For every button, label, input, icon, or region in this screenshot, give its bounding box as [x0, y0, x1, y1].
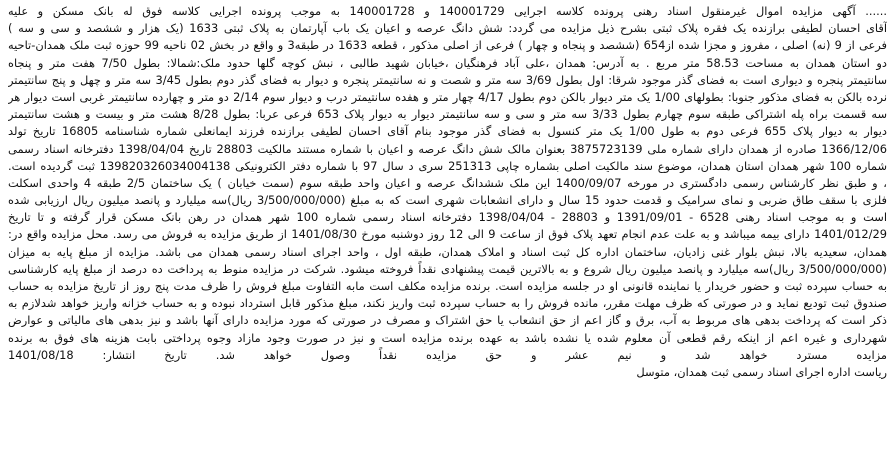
notice-line: سه قسمت براه پله اشتراکی طبقه سوم چهارم بطول 3/33 سه متر و سی و سه سانتیمتر دیوار به دیوار پلاک 653 فرعی عربا: بطول 8/28 هشت متر و بیست و هشت سانتیمتر: [8, 107, 887, 122]
notice-line: است و به موجب اسناد رهنی 6528 - 1391/09/01 و 28803 - 1398/04/04 دفترخانه اسناد رسمی شماره 100 شهر همدان در رهن بانک مسکن قرار گرفته و تا تاریخ: [8, 210, 887, 225]
notice-line: شهرداری و غیره اعم از اینکه رقم قطعی آن معلوم شده یا نشده باشد به عهده برنده مزایده است و نیز در صورت وجود مازاد وجوه پرداختی بابت هزینه های فوق به برنده: [8, 330, 887, 345]
notice-line: فرعی از 9 (نه) اصلی ، مفروز و مجزا شده از654 (ششصد و پنجاه و چهار ) فرعی از اصلی مذکور ، قطعه 1633 در طبقه3 و واقع در بخش 02 ناحیه 99 حوزه ثبت ملک همدان-تاحیه: [8, 38, 887, 53]
notice-line: نرده بالکن به فضای مذکور جنوبا: بطولهای 1/00 یک متر دیوار بالکن دوم بطول 4/17 چهار متر و هفده سانتیمتر درب و دیوار سوم 2/14 دو متر و چهارده سانتیمتر غربی است دیوار هر: [8, 89, 887, 104]
notice-line: فلزی با سقف طاق ضربی و نمای سرامیک و قدمت حدود 15 سال و دارای انشعابات شهری است که به مبلغ (3/500/000/000 ریال)سه میلیارد و پانصد میلیون ریال ارزیابی شده: [8, 193, 887, 208]
notice-line: سانتیمتر پنجره و دیواری است به فضای گذر موجود شرقا: اول بطول 3/69 سه متر و شصت و نه سانتیمتر پنجره و دیوار به فضای گذر دوم بطول 3/45 سه متر و چهل و پنج سانتیمتر: [8, 72, 887, 87]
notice-line: مزایده مسترد خواهد شد و نیم عشر و حق مزایده نقداً وصول خواهد شد. تاریخ انتشار: 1401/08/18: [8, 347, 887, 362]
notice-line: دیوار به دیوار پلاک 655 فرعی دوم به طول 1/00 یک متر کنسول به فضای گذر موجود بنام آقای احسان لطیفی برازنده فرزند ایمانعلی شماره شناسنامه 16805 تاریخ تولد: [8, 124, 887, 139]
notice-line: به حساب سپرده ثبت و حضور خریدار یا نماینده قانونی او در جلسه مزایده است. برنده مزایده مکلف است مابه التفاوت مبلغ فروش را ظرف مدت پنج روز از تاریخ مزایده به حساب: [8, 279, 887, 293]
notice-line: 1366/12/06 صادره از همدان دارای شماره ملی 3875723139 بعنوان مالک شش دانگ عرصه و اعیان با شماره مستند مالکیت 28803 تاریخ 1398/04/04 دفترخانه اسناد رسمی: [8, 141, 887, 156]
notice-line: دو استان همدان به مساحت 58.53 متر مربع . به آدرس: همدان ،علی آباد فرهنگیان ،خیابان شهید طالبی ، نبش کوچه گلها حدود ملک:شمالا: بطول 7/50 هفت متر و پنجاه: [8, 55, 887, 70]
notice-line: (3/500/000/000 ریال)سه میلیارد و پانصد میلیون ریال شروع و به بالاترین قیمت پیشنهادی نقداً فروخته میشود. شرکت در مزایده منوط به پرداخت ده درصد از مبلغ پایه کارشناسی: [8, 261, 887, 276]
notice-line: ، و طبق نظر کارشناس رسمی دادگستری در مورخه 1400/09/07 این ملک ششدانگ عرصه و اعیان واحد طبقه سوم (سمت خیابان ) یک ساختمان 2/5 طبقه 4 واحدی اسکلت: [8, 175, 887, 190]
notice-line: آقای احسان لطیفی برازنده یک فقره پلاک ثبتی بشرح ذیل مزایده می گردد: شش دانگ عرصه و اعیان یک باب آپارتمان به پلاک ثبتی 1633 (یک هزار و ششصد و سی و سه ): [8, 21, 887, 36]
notice-line: ذکر است که پرداخت بدهی های مربوط به آب، برق و گاز اعم از حق انشعاب یا حق اشتراک و مصرف در صورتی که مورد مزایده دارای آنها باشد و نیز بدهی های مالیاتی و عوارض: [8, 313, 887, 328]
notice-line: ...... آگهی مزایده اموال غیرمنقول اسناد رهنی پرونده کلاسه اجرایی 140001729 و 140001728 به موجب پرونده اجرایی کلاسه فوق له بانک مسکن و علیه: [8, 4, 887, 18]
notice-line: صندوق ثبت تودیع نماید و در صورتی که ظرف مهلت مقرر، مانده فروش را به حساب سپرده ثبت واریز نکند، مبلغ مذکور قابل استرداد نبوده و به حساب خزانه واریز خواهد شدلازم به: [8, 296, 887, 311]
notice-line: شماره 100 شهر همدان استان همدان، موضوع سند مالکیت اصلی بشماره چاپی 251313 سری د سال 97 با شماره دفتر الکترونیکی 139820326034004138 ثبت گردیده است.: [8, 158, 887, 173]
notice-line: همدان، سعیدیه بالا، نبش بلوار غنی زادیان، ساختمان اداره کل ثبت اسناد و املاک همدان، طبقه اول ، واحد اجرای اسناد رسمی همدان می باشد. مزایده از مبلغ پایه به میزان: [8, 244, 887, 259]
signature-line: ریاست اداره اجرای اسناد رسمی ثبت همدان، متوسل: [636, 364, 887, 379]
auction-notice-text: [8, 3, 887, 381]
notice-line: 1401/012/29 دارای بیمه میباشد و به علت عدم انجام تعهد پلاک فوق از ساعت 9 الی 12 روز دوشنبه مورخ 1401/08/30 از طریق مزایده به فروش می رسد. محل مزایده واقع در:: [8, 227, 887, 242]
